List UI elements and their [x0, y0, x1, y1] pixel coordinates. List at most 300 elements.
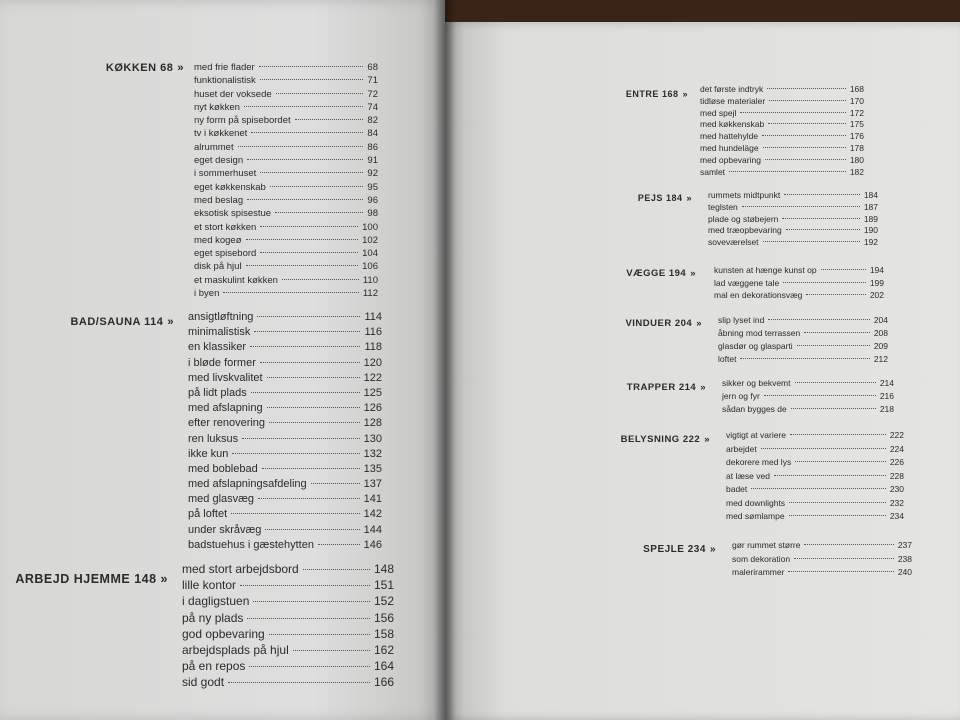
section-title: PEJS	[637, 193, 663, 203]
entry-text: tidløse materialer	[700, 95, 766, 106]
toc-entry	[188, 326, 382, 341]
entry-page-number: 184	[863, 190, 878, 200]
toc-entry	[700, 143, 864, 155]
dot-leader	[769, 100, 846, 101]
entry-list-belysning	[726, 430, 904, 525]
dot-leader	[276, 93, 364, 94]
toc-entry	[182, 675, 394, 691]
section-heading-vaegge	[626, 268, 696, 279]
toc-entry	[700, 119, 864, 131]
entry-list-kokken	[194, 62, 378, 301]
toc-entry	[194, 89, 378, 102]
dot-leader	[260, 79, 364, 80]
chevron-right-icon: »	[160, 572, 168, 586]
dot-leader	[282, 279, 359, 280]
toc-entry	[194, 208, 378, 221]
entry-page-number: 130	[363, 432, 382, 445]
entry-page-number: 182	[849, 166, 864, 177]
entry-text: med afslapning	[188, 402, 263, 415]
dot-leader	[311, 483, 360, 484]
entry-page-number: 148	[373, 562, 394, 576]
entry-text: ny form på spisebordet	[194, 115, 291, 127]
dot-leader	[244, 106, 363, 107]
entry-text: rummets midtpunkt	[708, 190, 781, 200]
entry-text: arbejdsplads på hjul	[182, 642, 289, 657]
dot-leader	[303, 569, 370, 570]
entry-page-number: 178	[849, 142, 864, 153]
entry-text: alrummet	[194, 141, 234, 153]
entry-text: sådan bygges de	[722, 404, 787, 415]
toc-entry	[188, 341, 382, 356]
toc-entry	[726, 471, 904, 485]
entry-text: kunsten at hænge kunst op	[714, 265, 817, 275]
dot-leader	[257, 316, 360, 317]
entry-text: ansigtløftning	[188, 311, 254, 323]
entry-text: efter renovering	[188, 417, 266, 430]
book-spine	[434, 0, 456, 720]
toc-entry	[182, 627, 394, 643]
toc-entry	[700, 108, 864, 120]
section-page-number: 148	[134, 572, 157, 586]
toc-entry	[188, 463, 382, 478]
entry-page-number: 240	[897, 567, 912, 577]
dot-leader	[786, 229, 860, 230]
entry-text: ren luksus	[188, 432, 239, 445]
entry-page-number: 110	[362, 274, 378, 286]
toc-entry	[188, 433, 382, 448]
entry-page-number: 95	[367, 181, 378, 193]
entry-text: loftet	[718, 354, 737, 364]
entry-page-number: 122	[363, 371, 382, 384]
entry-page-number: 72	[367, 88, 378, 100]
entry-text: soveværelset	[708, 237, 759, 248]
section-title: BAD/SAUNA	[70, 316, 141, 328]
entry-page-number: 209	[873, 341, 888, 351]
entry-text: på en repos	[182, 659, 246, 674]
entry-page-number: 92	[367, 168, 378, 180]
dot-leader	[789, 502, 886, 503]
entry-page-number: 91	[367, 155, 378, 167]
toc-entry	[708, 237, 878, 249]
entry-page-number: 146	[363, 538, 382, 551]
toc-entry	[726, 444, 904, 458]
entry-page-number: 168	[849, 84, 864, 94]
toc-entry	[708, 202, 878, 214]
entry-text: med downlights	[726, 497, 786, 508]
entry-text: med stort arbejdsbord	[182, 562, 299, 576]
toc-entry	[714, 290, 884, 303]
entry-page-number: 84	[367, 128, 378, 140]
entry-text: i byen	[194, 288, 220, 300]
entry-text: lad væggene tale	[714, 277, 780, 288]
section-title: VINDUER	[625, 318, 672, 329]
entry-text: vigtigt at variere	[726, 430, 786, 440]
toc-entry	[188, 448, 382, 463]
dot-leader	[742, 206, 860, 207]
toc-entry	[726, 498, 904, 512]
entry-page-number: 158	[373, 626, 394, 641]
toc-entry	[188, 402, 382, 417]
dot-leader	[259, 66, 364, 67]
dot-leader	[740, 112, 845, 113]
entry-list-bad	[188, 311, 382, 554]
dot-leader	[797, 345, 870, 346]
toc-entry	[194, 235, 378, 248]
entry-text: et stort køkken	[194, 221, 257, 233]
dot-leader	[260, 362, 360, 363]
entry-text: med livskvalitet	[188, 371, 263, 384]
entry-text: i bløde former	[188, 356, 256, 369]
entry-page-number: 102	[362, 234, 378, 246]
dot-leader	[791, 408, 876, 409]
toc-entry	[188, 493, 382, 508]
entry-page-number: 156	[373, 610, 394, 625]
toc-entry	[194, 195, 378, 208]
entry-page-number: 238	[897, 553, 912, 564]
dot-leader	[249, 666, 370, 667]
toc-entry	[718, 341, 888, 354]
toc-entry	[182, 562, 394, 578]
dot-leader	[267, 377, 360, 378]
entry-text: sid godt	[182, 675, 225, 690]
dot-leader	[765, 159, 846, 160]
section-title: ENTRE	[625, 89, 659, 99]
entry-text: på loftet	[188, 508, 228, 521]
entry-text: under skråvæg	[188, 523, 262, 536]
toc-entry	[194, 75, 378, 88]
entry-list-spejle	[732, 540, 912, 581]
entry-text: med boblebad	[188, 462, 258, 475]
entry-page-number: 118	[364, 341, 382, 354]
dot-leader	[242, 438, 360, 439]
section-page-number: 68	[160, 62, 174, 74]
dot-leader	[251, 132, 363, 133]
entry-page-number: 142	[363, 508, 382, 521]
section-heading-belysning	[621, 434, 710, 445]
toc-entry	[726, 511, 904, 525]
entry-text: glasdør og glasparti	[718, 341, 793, 351]
entry-list-trapper	[722, 378, 894, 418]
section-title: ARBEJD HJEMME	[15, 572, 131, 586]
entry-page-number: 194	[869, 265, 884, 275]
section-title: BELYSNING	[620, 434, 680, 445]
entry-text: slip lyset ind	[718, 315, 765, 325]
toc-entry	[182, 594, 394, 610]
dot-leader	[247, 618, 370, 619]
toc-entry	[194, 275, 378, 288]
section-heading-arbejd	[15, 572, 168, 586]
section-page-number: 114	[144, 316, 164, 328]
chevron-right-icon: »	[686, 193, 692, 203]
section-page-number: 234	[687, 544, 706, 555]
entry-page-number: 98	[367, 208, 378, 220]
entry-page-number: 204	[873, 315, 888, 325]
dot-leader	[260, 252, 358, 253]
entry-page-number: 175	[849, 119, 864, 130]
entry-page-number: 187	[863, 201, 878, 212]
toc-entry	[194, 261, 378, 274]
dot-leader	[247, 199, 363, 200]
entry-page-number: 106	[362, 261, 378, 273]
dot-leader	[238, 146, 364, 147]
entry-text: med hundeläge	[700, 142, 759, 153]
chevron-right-icon: »	[167, 316, 174, 328]
dot-leader	[240, 585, 370, 586]
toc-entry	[188, 357, 382, 372]
dot-leader	[782, 218, 859, 219]
dot-leader	[250, 346, 360, 347]
chevron-right-icon: »	[177, 62, 184, 74]
entry-text: lille kontor	[182, 578, 237, 593]
dot-leader	[789, 515, 886, 516]
entry-text: som dekoration	[732, 553, 791, 564]
entry-text: huset der voksede	[194, 88, 272, 100]
entry-text: med beslag	[194, 194, 244, 206]
entry-page-number: 214	[879, 378, 894, 388]
dot-leader	[262, 468, 360, 469]
dot-leader	[275, 212, 363, 213]
toc-entry	[194, 102, 378, 115]
entry-text: med hattehylde	[700, 131, 759, 142]
section-heading-entre	[626, 89, 688, 99]
chevron-right-icon: »	[696, 318, 702, 329]
entry-text: ikke kun	[188, 447, 229, 460]
entry-text: i sommerhuset	[194, 168, 257, 180]
entry-text: med køkkenskab	[700, 119, 765, 130]
entry-page-number: 104	[362, 248, 378, 260]
entry-text: nyt køkken	[194, 101, 240, 113]
dot-leader	[767, 88, 846, 89]
dot-leader	[740, 358, 869, 359]
toc-entry	[194, 222, 378, 235]
dot-leader	[251, 392, 360, 393]
entry-page-number: 82	[367, 115, 378, 127]
entry-text: disk på hjul	[194, 261, 242, 273]
chevron-right-icon: »	[682, 89, 688, 99]
dot-leader	[788, 571, 893, 572]
toc-entry	[182, 659, 394, 675]
toc-entry	[194, 142, 378, 155]
toc-entry	[194, 62, 378, 75]
toc-entry	[726, 430, 904, 444]
dot-leader	[763, 241, 860, 242]
toc-entry	[700, 84, 864, 96]
dot-leader	[768, 123, 846, 124]
entry-text: badet	[726, 484, 748, 494]
section-page-number: 214	[678, 382, 697, 393]
entry-text: med afslapningsafdeling	[188, 478, 307, 491]
entry-page-number: 162	[373, 642, 394, 657]
entry-text: tv i køkkenet	[194, 128, 248, 140]
entry-page-number: 232	[889, 497, 904, 508]
entry-page-number: 68	[367, 62, 378, 73]
entry-text: gør rummet større	[732, 540, 801, 550]
dot-leader	[761, 448, 886, 449]
entry-text: med sømlampe	[726, 511, 785, 521]
toc-entry	[708, 214, 878, 226]
dot-leader	[790, 434, 886, 435]
chevron-right-icon: »	[690, 268, 696, 279]
entry-text: teglsten	[708, 201, 738, 212]
section-heading-kokken	[106, 62, 184, 74]
entry-text: minimalistisk	[188, 326, 251, 339]
entry-text: med træopbevaring	[708, 225, 782, 236]
toc-entry	[714, 265, 884, 278]
entry-text: samlet	[700, 166, 726, 177]
entry-page-number: 226	[889, 457, 904, 467]
entry-page-number: 100	[362, 221, 378, 233]
dot-leader	[295, 119, 364, 120]
toc-entry	[708, 190, 878, 202]
entry-page-number: 71	[367, 75, 378, 87]
dot-leader	[258, 498, 360, 499]
entry-text: mal en dekorationsvæg	[714, 290, 803, 300]
entry-text: god opbevaring	[182, 626, 265, 641]
entry-page-number: 96	[367, 194, 378, 206]
entry-text: åbning mod terrassen	[718, 328, 801, 338]
dot-leader	[253, 601, 370, 602]
dot-leader	[762, 135, 846, 136]
dot-leader	[246, 265, 359, 266]
entry-page-number: 151	[373, 578, 394, 593]
toc-entry	[188, 417, 382, 432]
dot-leader	[254, 331, 360, 332]
toc-entry	[732, 567, 912, 581]
entry-page-number: 228	[889, 470, 904, 481]
toc-entry	[726, 484, 904, 498]
entry-list-vaegge	[714, 265, 884, 303]
toc-entry	[700, 131, 864, 143]
toc-entry	[188, 524, 382, 539]
entry-page-number: 135	[363, 462, 382, 475]
entry-page-number: 137	[363, 478, 382, 491]
toc-entry	[194, 248, 378, 261]
entry-text: plade og støbejern	[708, 213, 779, 224]
chevron-right-icon: »	[700, 382, 706, 393]
entry-list-pejs	[708, 190, 878, 249]
entry-text: dekorere med lys	[726, 457, 792, 467]
toc-entry	[194, 115, 378, 128]
section-page-number: 204	[674, 318, 693, 329]
dot-leader	[784, 194, 860, 195]
toc-entry	[718, 354, 888, 367]
section-heading-pejs	[638, 193, 692, 203]
dot-leader	[247, 159, 363, 160]
toc-entry	[188, 539, 382, 554]
dot-leader	[232, 453, 359, 454]
entry-page-number: 189	[863, 213, 878, 224]
dot-leader	[228, 682, 370, 683]
section-page-number: 168	[661, 89, 679, 99]
entry-page-number: 132	[363, 447, 382, 460]
toc-entry	[718, 315, 888, 328]
toc-entry	[194, 182, 378, 195]
entry-text: eget design	[194, 155, 244, 167]
entry-list-arbejd	[182, 562, 394, 692]
section-title: VÆGGE	[626, 268, 666, 279]
entry-text: med kogeø	[194, 234, 242, 246]
toc-entry	[182, 643, 394, 659]
entry-page-number: 128	[363, 417, 382, 430]
toc-entry	[722, 378, 894, 391]
entry-page-number: 170	[849, 95, 864, 106]
section-page-number: 222	[682, 434, 701, 445]
toc-entry	[722, 391, 894, 404]
toc-entry	[732, 540, 912, 554]
section-page-number: 194	[668, 268, 687, 279]
entry-list-entre	[700, 84, 864, 178]
entry-page-number: 208	[873, 328, 888, 338]
entry-page-number: 216	[879, 391, 894, 402]
dot-leader	[223, 292, 358, 293]
toc-entry	[708, 225, 878, 237]
entry-page-number: 116	[364, 326, 382, 339]
dot-leader	[821, 269, 866, 270]
entry-page-number: 74	[367, 101, 378, 113]
entry-text: et maskulint køkken	[194, 274, 278, 286]
dot-leader	[783, 282, 866, 283]
entry-page-number: 176	[849, 131, 864, 142]
dot-leader	[270, 186, 364, 187]
toc-entry	[182, 578, 394, 594]
section-heading-trapper	[627, 382, 706, 393]
toc-entry	[188, 387, 382, 402]
dot-leader	[729, 171, 846, 172]
dot-leader	[260, 226, 358, 227]
entry-text: med frie flader	[194, 62, 255, 73]
dot-leader	[764, 395, 876, 396]
entry-page-number: 218	[879, 404, 894, 415]
entry-page-number: 190	[863, 225, 878, 236]
entry-page-number: 230	[889, 484, 904, 494]
section-heading-spejle	[643, 544, 716, 555]
toc-entry	[194, 128, 378, 141]
entry-text: jern og fyr	[722, 391, 760, 402]
entry-page-number: 180	[849, 154, 864, 165]
toc-entry	[726, 457, 904, 471]
entry-page-number: 125	[363, 386, 382, 399]
section-page-number: 184	[665, 193, 683, 203]
dot-leader	[246, 239, 359, 240]
dot-leader	[795, 382, 876, 383]
section-title: KØKKEN	[105, 62, 157, 74]
dot-leader	[231, 513, 360, 514]
entry-page-number: 234	[889, 511, 904, 521]
entry-page-number: 112	[362, 288, 378, 300]
entry-page-number: 120	[363, 356, 382, 369]
dot-leader	[751, 488, 886, 489]
entry-page-number: 199	[869, 277, 884, 288]
dot-leader	[763, 147, 846, 148]
toc-entry	[194, 288, 378, 301]
dot-leader	[269, 422, 360, 423]
entry-text: malerirammer	[732, 567, 785, 577]
section-title: SPEJLE	[643, 544, 685, 555]
toc-entry	[700, 96, 864, 108]
entry-text: med spejl	[700, 107, 737, 118]
dot-leader	[768, 319, 870, 320]
entry-page-number: 222	[889, 430, 904, 440]
entry-page-number: 172	[849, 107, 864, 118]
entry-text: eget køkkenskab	[194, 181, 266, 193]
entry-text: at læse ved	[726, 470, 770, 481]
entry-page-number: 202	[869, 290, 884, 300]
toc-entry	[700, 155, 864, 167]
toc-entry	[188, 508, 382, 523]
section-heading-vinduer	[625, 318, 702, 329]
toc-entry	[732, 554, 912, 568]
entry-page-number: 86	[367, 141, 378, 153]
